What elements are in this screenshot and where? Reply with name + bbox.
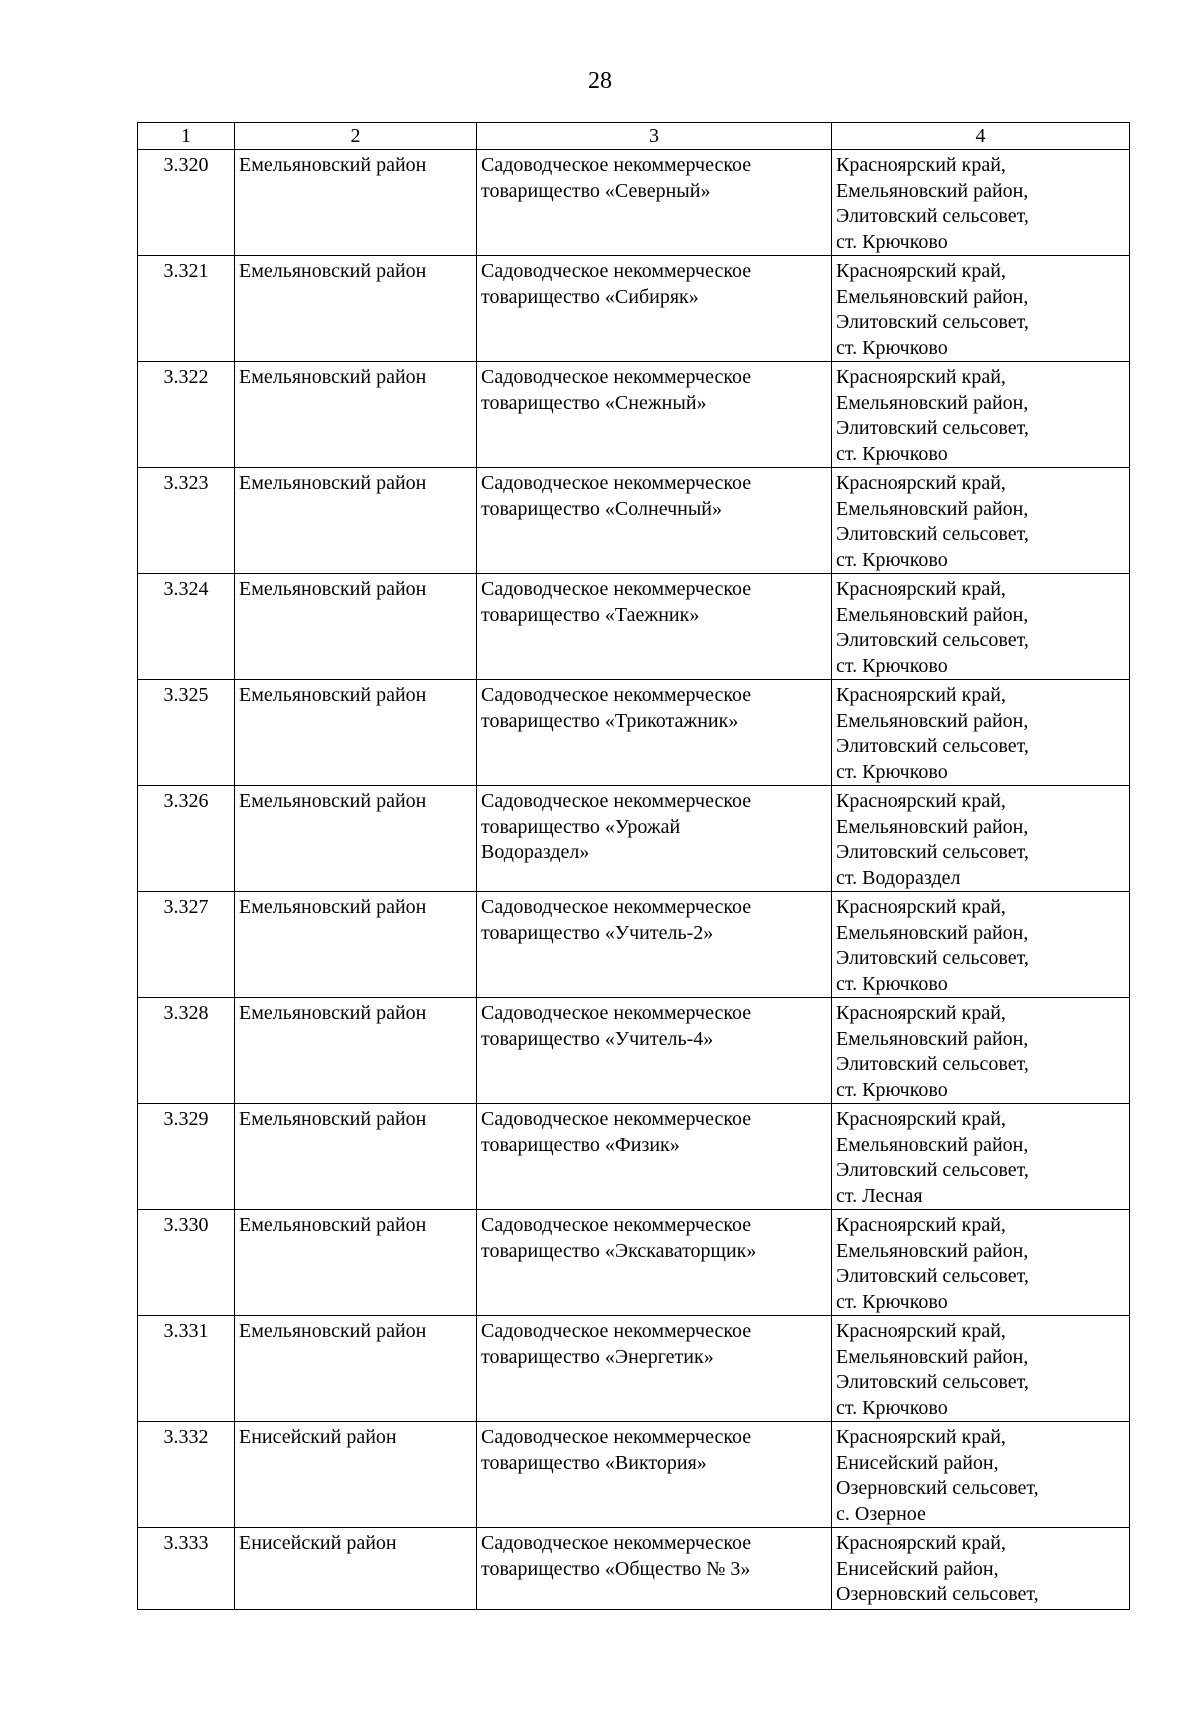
- address-cell: [832, 1528, 1130, 1610]
- organization-name-line: товарищество «Виктория»: [481, 1451, 707, 1474]
- address-cell: [832, 892, 1130, 998]
- address-line: Красноярский край,: [836, 472, 1006, 494]
- address-line: Емельяновский район,: [836, 497, 1029, 520]
- district-cell: Емельяновский район: [235, 1104, 477, 1210]
- organization-name-cell: [477, 892, 832, 998]
- address-line: Красноярский край,: [836, 1002, 1006, 1024]
- address-cell: [832, 150, 1130, 256]
- address-line: Красноярский край,: [836, 1108, 1006, 1130]
- district-cell: Емельяновский район: [235, 786, 477, 892]
- address-line: ст. Крючково: [836, 1396, 948, 1419]
- table-row: [138, 892, 1130, 998]
- table-row: [138, 1104, 1130, 1210]
- address-line: Красноярский край,: [836, 1532, 1006, 1554]
- row-number-cell: 3.333: [138, 1528, 235, 1610]
- address-line: Элитовский сельсовет,: [836, 1371, 1029, 1393]
- district-cell: Емельяновский район: [235, 468, 477, 574]
- district-cell: Емельяновский район: [235, 1210, 477, 1316]
- address-line: ст. Крючково: [836, 442, 948, 465]
- organization-name-line: Садоводческое некоммерческое: [481, 684, 752, 706]
- organization-name-line: Садоводческое некоммерческое: [481, 1426, 752, 1448]
- address-cell: [832, 468, 1130, 574]
- address-line: Красноярский край,: [836, 896, 1006, 918]
- district-cell: Емельяновский район: [235, 998, 477, 1104]
- page-number: 28: [588, 68, 612, 94]
- organization-name-line: Садоводческое некоммерческое: [481, 896, 752, 918]
- organization-name-line: товарищество «Трикотажник»: [481, 709, 739, 732]
- row-number-cell: 3.331: [138, 1316, 235, 1422]
- district-cell: Енисейский район: [235, 1528, 477, 1610]
- organization-name-line: товарищество «Урожай: [481, 815, 681, 838]
- row-number-cell: 3.320: [138, 150, 235, 256]
- organization-name-line: Садоводческое некоммерческое: [481, 472, 752, 494]
- address-line: Красноярский край,: [836, 1214, 1006, 1236]
- address-line: Емельяновский район,: [836, 1239, 1029, 1262]
- organization-name-line: товарищество «Солнечный»: [481, 497, 722, 520]
- address-line: с. Озерное: [836, 1502, 926, 1525]
- address-line: ст. Крючково: [836, 972, 948, 995]
- address-line: Емельяновский район,: [836, 1345, 1029, 1368]
- organization-name-line: Садоводческое некоммерческое: [481, 1214, 752, 1236]
- address-line: Элитовский сельсовет,: [836, 629, 1029, 651]
- address-cell: [832, 1104, 1130, 1210]
- organization-name-line: товарищество «Северный»: [481, 179, 711, 202]
- address-line: Емельяновский район,: [836, 709, 1029, 732]
- row-number-cell: 3.325: [138, 680, 235, 786]
- column-header-4: 4: [832, 123, 1130, 150]
- address-line: Емельяновский район,: [836, 1027, 1029, 1050]
- address-cell: [832, 1210, 1130, 1316]
- address-line: Элитовский сельсовет,: [836, 205, 1029, 227]
- table-body: [138, 150, 1130, 1610]
- address-line: ст. Крючково: [836, 654, 948, 677]
- address-line: Элитовский сельсовет,: [836, 1053, 1029, 1075]
- address-cell: [832, 362, 1130, 468]
- table-row: [138, 468, 1130, 574]
- row-number-cell: 3.328: [138, 998, 235, 1104]
- address-line: Элитовский сельсовет,: [836, 1265, 1029, 1287]
- organization-name-cell: [477, 1316, 832, 1422]
- address-line: Элитовский сельсовет,: [836, 523, 1029, 545]
- address-line: Элитовский сельсовет,: [836, 311, 1029, 333]
- organization-name-line: товарищество «Снежный»: [481, 391, 707, 414]
- organization-name-cell: [477, 150, 832, 256]
- address-cell: [832, 786, 1130, 892]
- table-row: [138, 1528, 1130, 1610]
- address-line: Емельяновский район,: [836, 179, 1029, 202]
- address-line: Енисейский район,: [836, 1451, 999, 1474]
- organization-name-cell: [477, 574, 832, 680]
- address-line: Емельяновский район,: [836, 285, 1029, 308]
- organization-name-line: Садоводческое некоммерческое: [481, 578, 752, 600]
- address-line: ст. Крючково: [836, 548, 948, 571]
- registry-table: [137, 122, 1130, 1610]
- table-row: [138, 1422, 1130, 1528]
- address-line: Красноярский край,: [836, 260, 1006, 282]
- organization-name-cell: [477, 1528, 832, 1610]
- column-header-1: 1: [138, 123, 235, 150]
- row-number-cell: 3.326: [138, 786, 235, 892]
- table-row: [138, 998, 1130, 1104]
- district-cell: Емельяновский район: [235, 256, 477, 362]
- district-cell: Емельяновский район: [235, 680, 477, 786]
- row-number-cell: 3.327: [138, 892, 235, 998]
- address-line: Элитовский сельсовет,: [836, 947, 1029, 969]
- table-row: [138, 256, 1130, 362]
- address-line: ст. Лесная: [836, 1184, 923, 1207]
- address-line: Емельяновский район,: [836, 815, 1029, 838]
- address-line: Емельяновский район,: [836, 921, 1029, 944]
- address-line: Красноярский край,: [836, 578, 1006, 600]
- address-cell: [832, 998, 1130, 1104]
- organization-name-cell: [477, 362, 832, 468]
- organization-name-cell: [477, 1104, 832, 1210]
- address-cell: [832, 1316, 1130, 1422]
- table-row: [138, 362, 1130, 468]
- organization-name-line: товарищество «Экскаваторщик»: [481, 1239, 757, 1262]
- address-cell: [832, 1422, 1130, 1528]
- address-line: Емельяновский район,: [836, 603, 1029, 626]
- row-number-cell: 3.323: [138, 468, 235, 574]
- organization-name-cell: [477, 256, 832, 362]
- organization-name-line: товарищество «Общество № 3»: [481, 1557, 751, 1580]
- district-cell: Емельяновский район: [235, 362, 477, 468]
- row-number-cell: 3.321: [138, 256, 235, 362]
- address-line: ст. Крючково: [836, 336, 948, 359]
- organization-name-cell: [477, 998, 832, 1104]
- row-number-cell: 3.332: [138, 1422, 235, 1528]
- column-header-2: 2: [235, 123, 477, 150]
- address-cell: [832, 256, 1130, 362]
- organization-name-line: товарищество «Физик»: [481, 1133, 680, 1156]
- address-line: Озерновский сельсовет,: [836, 1477, 1039, 1499]
- organization-name-line: Садоводческое некоммерческое: [481, 1532, 752, 1554]
- organization-name-line: Садоводческое некоммерческое: [481, 154, 752, 176]
- row-number-cell: 3.329: [138, 1104, 235, 1210]
- organization-name-line: Садоводческое некоммерческое: [481, 366, 752, 388]
- organization-name-line: товарищество «Учитель-2»: [481, 921, 714, 944]
- address-line: Красноярский край,: [836, 154, 1006, 176]
- district-cell: Емельяновский район: [235, 1316, 477, 1422]
- district-cell: Емельяновский район: [235, 574, 477, 680]
- table-row: [138, 1316, 1130, 1422]
- table-row: [138, 680, 1130, 786]
- address-line: ст. Крючково: [836, 1290, 948, 1313]
- address-line: Красноярский край,: [836, 1426, 1006, 1448]
- address-line: Элитовский сельсовет,: [836, 1159, 1029, 1181]
- address-line: Енисейский район,: [836, 1557, 999, 1580]
- address-line: Элитовский сельсовет,: [836, 841, 1029, 863]
- row-number-cell: 3.322: [138, 362, 235, 468]
- address-line: ст. Водораздел: [836, 866, 961, 889]
- table-row: [138, 786, 1130, 892]
- organization-name-line: Садоводческое некоммерческое: [481, 1320, 752, 1342]
- address-line: Красноярский край,: [836, 366, 1006, 388]
- address-cell: [832, 680, 1130, 786]
- table-header-row: [138, 123, 1130, 150]
- organization-name-line: Садоводческое некоммерческое: [481, 1108, 752, 1130]
- address-line: Красноярский край,: [836, 790, 1006, 812]
- table-row: [138, 1210, 1130, 1316]
- address-line: Элитовский сельсовет,: [836, 417, 1029, 439]
- organization-name-line: товарищество «Таежник»: [481, 603, 700, 626]
- row-number-cell: 3.330: [138, 1210, 235, 1316]
- address-line: Красноярский край,: [836, 684, 1006, 706]
- organization-name-cell: [477, 680, 832, 786]
- organization-name-cell: [477, 1422, 832, 1528]
- organization-name-cell: [477, 468, 832, 574]
- address-line: Красноярский край,: [836, 1320, 1006, 1342]
- organization-name-cell: [477, 1210, 832, 1316]
- district-cell: Емельяновский район: [235, 892, 477, 998]
- column-header-3: 3: [477, 123, 832, 150]
- organization-name-cell: [477, 786, 832, 892]
- address-line: Емельяновский район,: [836, 1133, 1029, 1156]
- address-line: ст. Крючково: [836, 760, 948, 783]
- address-line: ст. Крючково: [836, 1078, 948, 1101]
- organization-name-line: Садоводческое некоммерческое: [481, 1002, 752, 1024]
- district-cell: Емельяновский район: [235, 150, 477, 256]
- table-row: [138, 150, 1130, 256]
- address-line: Емельяновский район,: [836, 391, 1029, 414]
- organization-name-line: Садоводческое некоммерческое: [481, 260, 752, 282]
- organization-name-line: Водораздел»: [481, 841, 590, 863]
- organization-name-line: Садоводческое некоммерческое: [481, 790, 752, 812]
- address-line: Элитовский сельсовет,: [836, 735, 1029, 757]
- table-row: [138, 574, 1130, 680]
- address-line: Озерновский сельсовет,: [836, 1583, 1039, 1605]
- address-cell: [832, 574, 1130, 680]
- organization-name-line: товарищество «Учитель-4»: [481, 1027, 714, 1050]
- row-number-cell: 3.324: [138, 574, 235, 680]
- address-line: ст. Крючково: [836, 230, 948, 253]
- organization-name-line: товарищество «Сибиряк»: [481, 285, 699, 308]
- organization-name-line: товарищество «Энергетик»: [481, 1345, 714, 1368]
- district-cell: Енисейский район: [235, 1422, 477, 1528]
